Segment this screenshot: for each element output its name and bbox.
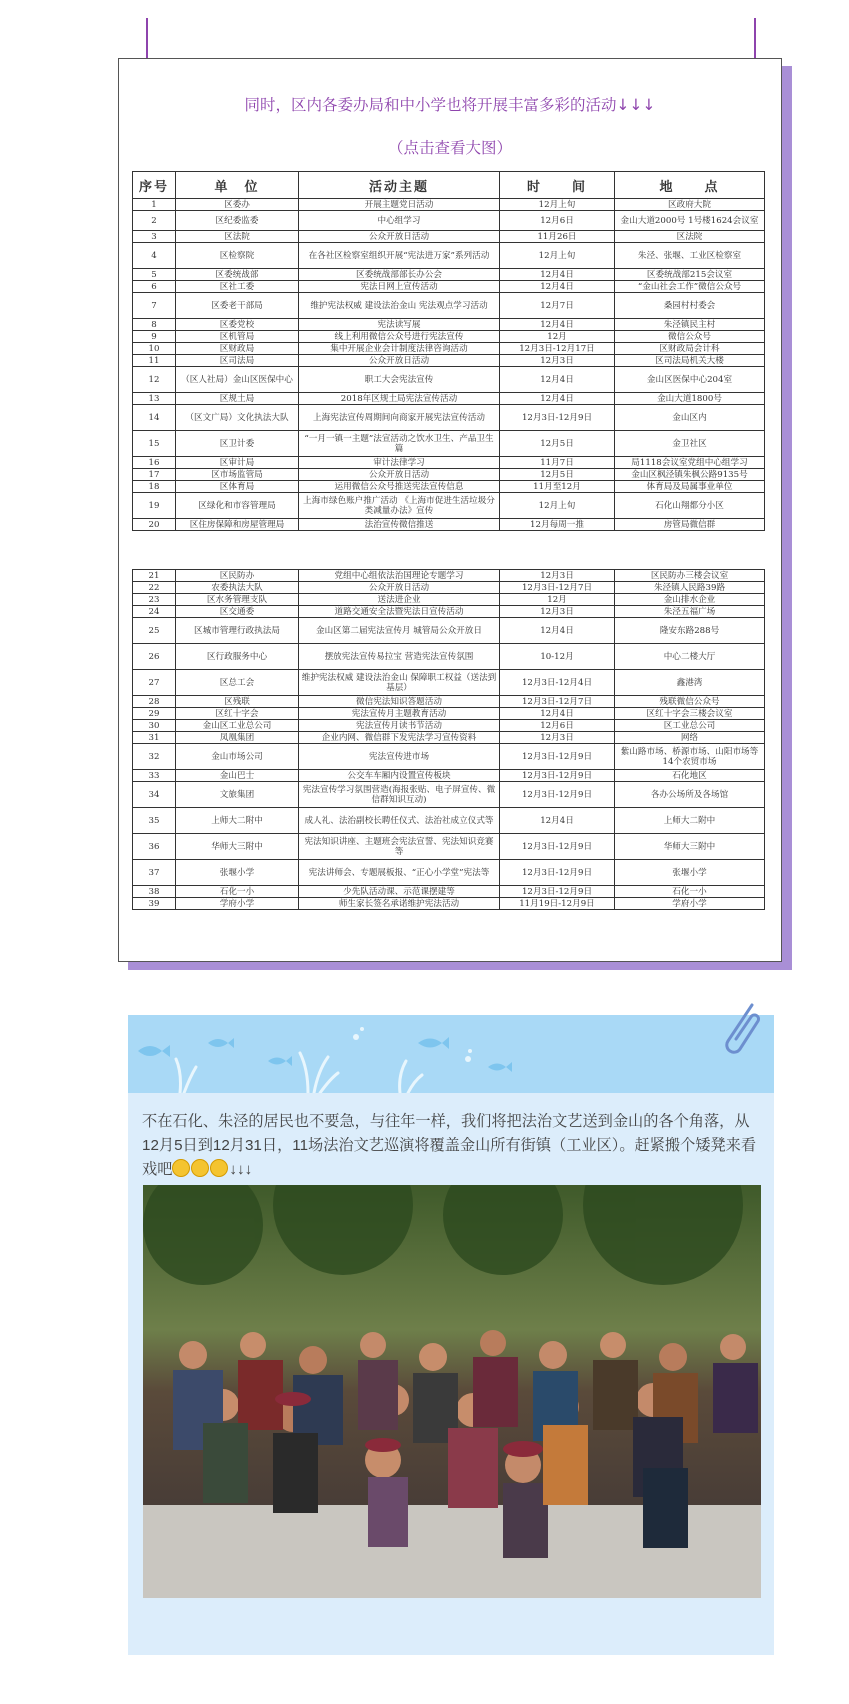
row-theme: 中心组学习: [299, 211, 500, 231]
row-time: 12月4日: [500, 281, 615, 293]
row-place: 金山区医保中心204室: [615, 367, 765, 393]
table-row: [133, 481, 765, 493]
row-unit: 区红十字会: [176, 708, 299, 720]
row-unit: 区残联: [176, 696, 299, 708]
row-place: 各办公场所及各场馆: [615, 782, 765, 808]
row-unit: 金山区工业总公司: [176, 720, 299, 732]
row-place: 上师大二附中: [615, 808, 765, 834]
row-theme: 宪法讲师会、专题展板报、“正心小学堂”宪法等: [299, 860, 500, 886]
row-time: 12月3日-12月9日: [500, 860, 615, 886]
seaweed-icon: [400, 1061, 422, 1093]
row-index: 23: [133, 594, 176, 606]
row-time: 12月每周一推: [500, 519, 615, 531]
row-index: 39: [133, 898, 176, 910]
row-theme: 区委统战部部长办公会: [299, 269, 500, 281]
row-theme: 法治宣传微信推送: [299, 519, 500, 531]
row-theme: 公众开放日活动: [299, 582, 500, 594]
row-index: 34: [133, 782, 176, 808]
table-row: [133, 519, 765, 531]
row-place: 金山区内: [615, 405, 765, 431]
row-unit: 区体育局: [176, 481, 299, 493]
fish-icon: [138, 1045, 170, 1057]
row-index: 33: [133, 770, 176, 782]
fish-icon: [208, 1038, 234, 1048]
row-place: 朱泾镇民主村: [615, 319, 765, 331]
paperclip-icon: [718, 999, 764, 1059]
smile-emoji-icon: [172, 1159, 190, 1177]
row-unit: 区委党校: [176, 319, 299, 331]
row-time: 12月4日: [500, 708, 615, 720]
row-theme: 线上利用微信公众号进行宪法宣传: [299, 331, 500, 343]
row-unit: 区民防办: [176, 570, 299, 582]
row-index: 14: [133, 405, 176, 431]
row-index: 13: [133, 393, 176, 405]
header-time: 时 间: [500, 172, 615, 199]
row-unit: 区法院: [176, 231, 299, 243]
table-row: [133, 708, 765, 720]
row-place: 张堰小学: [615, 860, 765, 886]
row-theme: 在各社区检察室组织开展“宪法进万家”系列活动: [299, 243, 500, 269]
row-index: 30: [133, 720, 176, 732]
row-place: 华师大三附中: [615, 834, 765, 860]
row-time: 12月3日-12月9日: [500, 770, 615, 782]
row-index: 16: [133, 457, 176, 469]
table-row: [133, 582, 765, 594]
table-row: [133, 211, 765, 231]
row-time: 12月4日: [500, 618, 615, 644]
activity-card[interactable]: [118, 58, 782, 962]
row-theme: 运用微信公众号推送宪法宣传信息: [299, 481, 500, 493]
row-time: 12月4日: [500, 319, 615, 331]
row-theme: 道路交通安全法暨宪法日宣传活动: [299, 606, 500, 618]
row-time: 12月3日-12月9日: [500, 834, 615, 860]
table-row: [133, 834, 765, 860]
fish-icon: [488, 1062, 512, 1072]
header-place: 地 点: [615, 172, 765, 199]
row-time: 12月4日: [500, 269, 615, 281]
row-time: 12月3日-12月9日: [500, 405, 615, 431]
row-place: 区委统战部215会议室: [615, 269, 765, 281]
row-unit: 区市场监管局: [176, 469, 299, 481]
crowd-illustration: [143, 1185, 761, 1598]
row-index: 10: [133, 343, 176, 355]
row-index: 8: [133, 319, 176, 331]
row-theme: 维护宪法权威 建设法治金山 宪法观点学习活动: [299, 293, 500, 319]
smile-emoji-icon: [191, 1159, 209, 1177]
fish-icon: [268, 1056, 292, 1066]
row-unit: 区交通委: [176, 606, 299, 618]
row-time: 12月3日: [500, 606, 615, 618]
row-time: 12月上旬: [500, 243, 615, 269]
table-row: [133, 696, 765, 708]
row-index: 28: [133, 696, 176, 708]
activity-table-part2: [132, 569, 765, 910]
row-time: 12月: [500, 594, 615, 606]
row-index: 19: [133, 493, 176, 519]
table-row: [133, 670, 765, 696]
row-place: 区法院: [615, 231, 765, 243]
row-time: 12月3日-12月7日: [500, 582, 615, 594]
row-place: 区司法局机关大楼: [615, 355, 765, 367]
row-unit: 华师大三附中: [176, 834, 299, 860]
row-time: 11月19日-12月9日: [500, 898, 615, 910]
row-theme: 宪法知识讲座、主题班会宪法宣誓、宪法知识竞赛等: [299, 834, 500, 860]
table-row: [133, 231, 765, 243]
row-place: 紫山路市场、桥源市场、山阳市场等14个农贸市场: [615, 744, 765, 770]
row-unit: （区文广局）文化执法大队: [176, 405, 299, 431]
row-theme: 公众开放日活动: [299, 355, 500, 367]
row-index: 11: [133, 355, 176, 367]
row-unit: 区委统战部: [176, 269, 299, 281]
row-index: 36: [133, 834, 176, 860]
row-place: 桑园村村委会: [615, 293, 765, 319]
row-index: 9: [133, 331, 176, 343]
table-row: [133, 405, 765, 431]
row-index: 31: [133, 732, 176, 744]
header-theme: 活动主题: [299, 172, 500, 199]
row-time: 12月6日: [500, 211, 615, 231]
table-row: [133, 732, 765, 744]
row-place: 隆安东路288号: [615, 618, 765, 644]
row-theme: 宪法宣传月主题教育活动: [299, 708, 500, 720]
row-index: 2: [133, 211, 176, 231]
culture-section: [128, 1015, 774, 1655]
row-index: 7: [133, 293, 176, 319]
row-theme: 职工大会宪法宣传: [299, 367, 500, 393]
row-place: 体育局及局属事业单位: [615, 481, 765, 493]
table-row: [133, 782, 765, 808]
row-theme: 公交车车厢内设置宣传板块: [299, 770, 500, 782]
row-time: 12月3日-12月9日: [500, 744, 615, 770]
row-place: 朱泾五福广场: [615, 606, 765, 618]
row-theme: 上海宪法宣传周期间向商家开展宪法宣传活动: [299, 405, 500, 431]
table-row: [133, 393, 765, 405]
row-unit: 区卫计委: [176, 431, 299, 457]
row-unit: 金山巴士: [176, 770, 299, 782]
row-unit: 文旅集团: [176, 782, 299, 808]
row-theme: 党组中心组依法治国理论专题学习: [299, 570, 500, 582]
row-theme: 公众开放日活动: [299, 469, 500, 481]
row-time: 12月3日-12月4日: [500, 670, 615, 696]
table-row: [133, 770, 765, 782]
row-theme: 企业内网、微信群下发宪法学习宣传资料: [299, 732, 500, 744]
row-place: 石化一小: [615, 886, 765, 898]
row-index: 3: [133, 231, 176, 243]
table-row: [133, 744, 765, 770]
seaweed-icon: [300, 1053, 338, 1093]
row-unit: 区行政服务中心: [176, 644, 299, 670]
row-index: 37: [133, 860, 176, 886]
culture-paragraph: [142, 1110, 762, 1182]
row-theme: 宪法日网上宣传活动: [299, 281, 500, 293]
table-row: [133, 886, 765, 898]
row-place: 区民防办三楼会议室: [615, 570, 765, 582]
row-place: 朱泾镇人民路39路: [615, 582, 765, 594]
table-row: [133, 319, 765, 331]
table-row: [133, 594, 765, 606]
row-theme: 开展主题党日活动: [299, 199, 500, 211]
row-theme: 师生家长签名承诺维护宪法活动: [299, 898, 500, 910]
row-index: 25: [133, 618, 176, 644]
row-theme: 公众开放日活动: [299, 231, 500, 243]
row-time: 12月3日: [500, 570, 615, 582]
row-time: 10-12月: [500, 644, 615, 670]
table-row: [133, 281, 765, 293]
row-unit: 张堰小学: [176, 860, 299, 886]
row-place: 金山区枫泾镇朱枫公路9135号: [615, 469, 765, 481]
row-place: 中心二楼大厅: [615, 644, 765, 670]
row-place: 区红十字会三楼会议室: [615, 708, 765, 720]
row-unit: 区纪委监委: [176, 211, 299, 231]
row-unit: （区人社局）金山区医保中心: [176, 367, 299, 393]
row-place: 金卫社区: [615, 431, 765, 457]
row-theme: 2018年区规土局宪法宣传活动: [299, 393, 500, 405]
down-arrows: ↓↓↓: [229, 1161, 253, 1178]
row-time: 12月3日-12月9日: [500, 886, 615, 898]
row-unit: 区检察院: [176, 243, 299, 269]
row-theme: 集中开展企业会计制度法律咨询活动: [299, 343, 500, 355]
row-place: 区政府大院: [615, 199, 765, 211]
row-time: 12月3日: [500, 355, 615, 367]
row-theme: 金山区第二届宪法宣传月 城管局公众开放日: [299, 618, 500, 644]
smile-emoji-icon: [210, 1159, 228, 1177]
row-time: 12月4日: [500, 393, 615, 405]
row-time: 12月6日: [500, 720, 615, 732]
row-theme: 摆放宪法宣传易拉宝 营造宪法宣传氛围: [299, 644, 500, 670]
row-unit: 区总工会: [176, 670, 299, 696]
row-unit: 区委老干部局: [176, 293, 299, 319]
row-time: 11月7日: [500, 457, 615, 469]
table-row: [133, 331, 765, 343]
row-unit: 区司法局: [176, 355, 299, 367]
table-row: [133, 457, 765, 469]
row-theme: 维护宪法权威 建设法治金山 保障职工权益（送法到基层）: [299, 670, 500, 696]
ocean-decoration: [128, 1015, 774, 1093]
row-index: 17: [133, 469, 176, 481]
table-row: [133, 644, 765, 670]
table-row: [133, 355, 765, 367]
row-place: 金山大道2000号 1号楼1624会议室: [615, 211, 765, 231]
row-index: 18: [133, 481, 176, 493]
table-row: [133, 720, 765, 732]
row-place: 学府小学: [615, 898, 765, 910]
row-unit: 金山市场公司: [176, 744, 299, 770]
row-place: 鑫港湾: [615, 670, 765, 696]
row-theme: “一月一镇一主题”法宣活动之饮水卫生、产品卫生篇: [299, 431, 500, 457]
culture-text: 不在石化、朱泾的居民也不要急，与往年一样，我们将把法治文艺送到金山的各个角落，从12月5日到12月31日，11场法治文艺巡演将覆盖金山所有街镇（工业区）。赶紧搬个矮凳来看戏吧: [142, 1113, 757, 1178]
row-index: 21: [133, 570, 176, 582]
row-time: 11月26日: [500, 231, 615, 243]
row-index: 24: [133, 606, 176, 618]
row-unit: 区机管局: [176, 331, 299, 343]
row-index: 20: [133, 519, 176, 531]
row-unit: 区城市管理行政执法局: [176, 618, 299, 644]
table-row: [133, 243, 765, 269]
row-theme: 宪法宣传月读书节活动: [299, 720, 500, 732]
row-time: 12月3日: [500, 732, 615, 744]
row-unit: 农委执法大队: [176, 582, 299, 594]
row-place: 局1118会议室党组中心组学习: [615, 457, 765, 469]
row-place: 区财政局会计科: [615, 343, 765, 355]
fish-icon: [418, 1037, 449, 1049]
row-theme: 送法进企业: [299, 594, 500, 606]
table-row: [133, 493, 765, 519]
row-time: 12月4日: [500, 808, 615, 834]
row-theme: 少先队活动课、示范课摆建等: [299, 886, 500, 898]
row-index: 1: [133, 199, 176, 211]
row-index: 38: [133, 886, 176, 898]
row-index: 27: [133, 670, 176, 696]
row-theme: 宪法宣传学习氛围营造(海报张贴、电子屏宣传、微信群知识互动): [299, 782, 500, 808]
activity-table-part1: [132, 171, 765, 531]
table-row: [133, 469, 765, 481]
table-row: [133, 431, 765, 457]
row-time: 12月上旬: [500, 493, 615, 519]
table-row: [133, 293, 765, 319]
row-place: 金山排水企业: [615, 594, 765, 606]
row-time: 12月5日: [500, 431, 615, 457]
row-time: 12月5日: [500, 469, 615, 481]
table-row: [133, 860, 765, 886]
header-unit: 单 位: [176, 172, 299, 199]
row-time: 12月7日: [500, 293, 615, 319]
row-index: 12: [133, 367, 176, 393]
row-time: 12月3日-12月7日: [500, 696, 615, 708]
row-index: 6: [133, 281, 176, 293]
row-time: 12月4日: [500, 367, 615, 393]
table-row: [133, 367, 765, 393]
table-row: [133, 269, 765, 281]
row-place: “金山社会工作”微信公众号: [615, 281, 765, 293]
row-unit: 上师大二附中: [176, 808, 299, 834]
header-index: 序号: [133, 172, 176, 199]
row-time: 12月3日-12月9日: [500, 782, 615, 808]
row-index: 22: [133, 582, 176, 594]
row-index: 35: [133, 808, 176, 834]
row-unit: 区水务管理支队: [176, 594, 299, 606]
row-place: 朱泾、张堰、工业区检察室: [615, 243, 765, 269]
row-place: 区工业总公司: [615, 720, 765, 732]
row-theme: 上海市绿色账户推广活动 《上海市促进生活垃圾分类减量办法》宣传: [299, 493, 500, 519]
row-unit: 区规土局: [176, 393, 299, 405]
row-unit: 区委办: [176, 199, 299, 211]
table-row: [133, 570, 765, 582]
row-unit: 区住房保障和房屋管理局: [176, 519, 299, 531]
row-unit: 凤凰集团: [176, 732, 299, 744]
table-row: [133, 618, 765, 644]
row-unit: 学府小学: [176, 898, 299, 910]
row-time: 12月3日-12月17日: [500, 343, 615, 355]
row-place: 残联微信公众号: [615, 696, 765, 708]
seaweed-icon: [176, 1059, 196, 1093]
table-row: [133, 898, 765, 910]
table-row: [133, 808, 765, 834]
intro-heading: 同时，区内各委办局和中小学也将开展丰富多彩的活动↓↓↓: [244, 96, 656, 114]
row-place: 房管局微信群: [615, 519, 765, 531]
ocean-banner: [128, 1015, 774, 1093]
audience-photo: [143, 1185, 761, 1598]
view-large-hint[interactable]: （点击查看大图）: [387, 139, 512, 157]
row-time: 11月至12月: [500, 481, 615, 493]
row-place: 石化地区: [615, 770, 765, 782]
row-place: 石化山翔都分小区: [615, 493, 765, 519]
row-theme: 审计法律学习: [299, 457, 500, 469]
table-row: [133, 199, 765, 211]
row-theme: 宪法宣传进市场: [299, 744, 500, 770]
row-theme: 宪法读写展: [299, 319, 500, 331]
row-index: 26: [133, 644, 176, 670]
row-place: 微信公众号: [615, 331, 765, 343]
row-unit: 区社工委: [176, 281, 299, 293]
table-row: [133, 606, 765, 618]
row-index: 29: [133, 708, 176, 720]
row-theme: 微信宪法知识答题活动: [299, 696, 500, 708]
row-unit: 石化一小: [176, 886, 299, 898]
row-time: 12月: [500, 331, 615, 343]
table-row: [133, 343, 765, 355]
row-time: 12月上旬: [500, 199, 615, 211]
row-place: 金山大道1800号: [615, 393, 765, 405]
row-unit: 区财政局: [176, 343, 299, 355]
row-unit: 区绿化和市容管理局: [176, 493, 299, 519]
row-index: 32: [133, 744, 176, 770]
row-index: 4: [133, 243, 176, 269]
row-index: 15: [133, 431, 176, 457]
row-index: 5: [133, 269, 176, 281]
row-theme: 成人礼、法治副校长聘任仪式、法治社成立仪式等: [299, 808, 500, 834]
row-unit: 区审计局: [176, 457, 299, 469]
row-place: 网络: [615, 732, 765, 744]
